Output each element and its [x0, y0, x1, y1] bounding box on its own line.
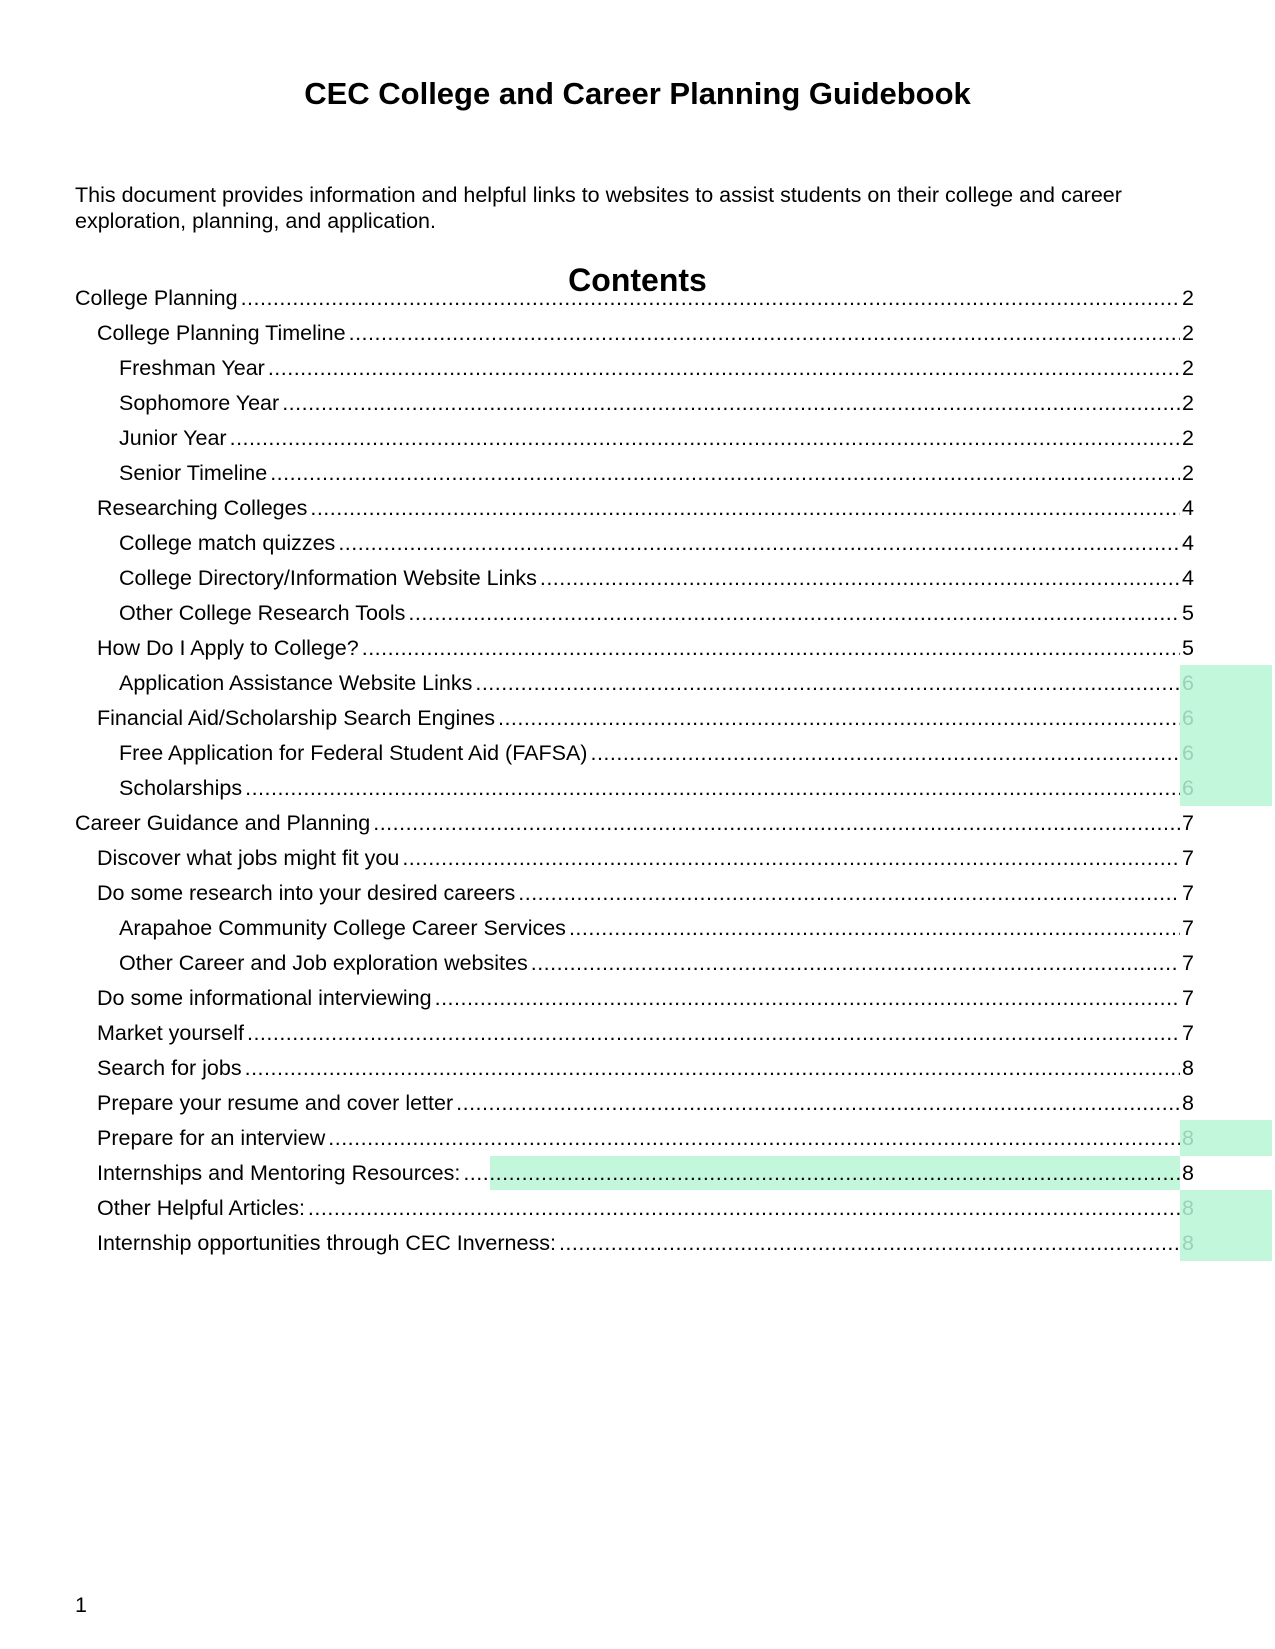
intro-paragraph: This document provides information and helpful links to websites to assist students on their college and career exploration, planning, and application. — [75, 183, 1122, 233]
toc-entry-title[interactable]: Internships and Mentoring Resources: — [97, 1161, 461, 1185]
dot-leader — [498, 700, 1180, 736]
toc-page-number: 8 — [1180, 1120, 1272, 1156]
toc-row[interactable] — [0, 1120, 1275, 1156]
toc-page-number: 8 — [1182, 1056, 1194, 1080]
toc-entry-title[interactable]: Application Assistance Website Links — [119, 671, 473, 695]
toc-row[interactable] — [0, 525, 1275, 561]
toc-entry[interactable] — [97, 1085, 1180, 1121]
toc-page-number: 6 — [1180, 770, 1272, 806]
toc-page-number: 5 — [1182, 601, 1194, 625]
toc-row[interactable] — [0, 595, 1275, 631]
toc-entry[interactable] — [97, 1190, 1180, 1226]
toc-entry-title[interactable]: Free Application for Federal Student Aid (FAFSA) — [119, 741, 588, 765]
toc-page-number: 2 — [1182, 461, 1194, 485]
toc-entry-title[interactable]: Scholarships — [119, 776, 243, 800]
toc-entry-title[interactable]: College Directory/Information Website Links — [119, 566, 537, 590]
toc-page-number: 7 — [1182, 1021, 1194, 1045]
toc-entry-title[interactable]: Freshman Year — [119, 356, 265, 380]
dot-leader — [569, 910, 1180, 946]
toc-row[interactable] — [0, 1050, 1275, 1086]
toc-row[interactable] — [0, 490, 1275, 526]
toc-row[interactable] — [0, 770, 1275, 806]
toc-entry[interactable] — [119, 385, 1180, 421]
toc-entry[interactable] — [119, 350, 1180, 386]
dot-leader — [362, 630, 1180, 666]
toc-entry-title[interactable]: Junior Year — [119, 426, 227, 450]
toc-page-number: 6 — [1180, 700, 1272, 736]
toc-row[interactable] — [0, 420, 1275, 456]
toc-page-number: 2 — [1182, 286, 1194, 310]
toc-entry[interactable] — [119, 525, 1180, 561]
toc-entry-title[interactable]: Internship opportunities through CEC Inverness: — [97, 1231, 556, 1255]
toc-entry[interactable] — [119, 910, 1180, 946]
toc-entry-title[interactable]: Market yourself — [97, 1021, 244, 1045]
dot-leader — [531, 945, 1180, 981]
toc-page-number: 4 — [1182, 531, 1194, 555]
toc-page-number: 2 — [1182, 321, 1194, 345]
toc-page-number: 7 — [1182, 916, 1194, 940]
dot-leader — [475, 665, 1180, 701]
toc-entry-title[interactable]: Financial Aid/Scholarship Search Engines — [97, 706, 495, 730]
toc-entry[interactable] — [75, 805, 1180, 841]
toc-entry[interactable] — [119, 595, 1180, 631]
toc-entry-title[interactable]: Researching Colleges — [97, 496, 308, 520]
toc-entry-title[interactable]: Discover what jobs might fit you — [97, 846, 400, 870]
toc-entry-title[interactable]: Sophomore Year — [119, 391, 280, 415]
toc-page-number: 7 — [1182, 986, 1194, 1010]
toc-entry-title[interactable]: Prepare for an interview — [97, 1126, 326, 1150]
toc-entry-title[interactable]: College Planning — [75, 286, 238, 310]
toc-entry-title[interactable]: College Planning Timeline — [97, 321, 346, 345]
toc-entry-title[interactable]: Do some informational interviewing — [97, 986, 432, 1010]
dot-leader — [245, 1050, 1180, 1086]
toc-row[interactable] — [0, 910, 1275, 946]
toc-page-number: 8 — [1180, 1225, 1272, 1261]
toc-entry[interactable] — [97, 875, 1180, 911]
toc-page-number: 7 — [1182, 881, 1194, 905]
toc-row[interactable] — [0, 385, 1275, 421]
dot-leader — [559, 1225, 1180, 1261]
toc-page-number: 8 — [1182, 1161, 1194, 1185]
dot-leader — [518, 875, 1180, 911]
toc-entry-title[interactable]: Other College Research Tools — [119, 601, 406, 625]
toc-row[interactable] — [0, 735, 1275, 771]
toc-row[interactable] — [0, 455, 1275, 491]
toc-page-number: 2 — [1182, 391, 1194, 415]
toc-row[interactable] — [0, 840, 1275, 876]
toc-row[interactable] — [0, 700, 1275, 736]
toc-page-number: 6 — [1180, 735, 1272, 771]
toc-row[interactable] — [0, 280, 1275, 316]
toc-entry[interactable] — [97, 700, 1180, 736]
toc-entry[interactable] — [119, 560, 1180, 596]
toc-row[interactable] — [0, 1225, 1275, 1261]
toc-row[interactable] — [0, 1190, 1275, 1226]
toc-entry[interactable] — [119, 770, 1180, 806]
toc-entry-title[interactable]: Other Career and Job exploration websites — [119, 951, 528, 975]
toc-page-number: 7 — [1182, 951, 1194, 975]
dot-leader — [245, 770, 1180, 806]
toc-page-number: 4 — [1182, 496, 1194, 520]
toc-entry[interactable] — [119, 665, 1180, 701]
toc-entry[interactable] — [97, 1050, 1180, 1086]
toc-row[interactable] — [0, 630, 1275, 666]
toc-entry[interactable] — [119, 945, 1180, 981]
dot-leader — [241, 280, 1180, 316]
toc-entry-title[interactable]: Do some research into your desired careers — [97, 881, 516, 905]
toc-entry[interactable] — [97, 1015, 1180, 1051]
toc-row[interactable] — [0, 1085, 1275, 1121]
toc-row[interactable] — [0, 980, 1275, 1016]
toc-page-number: 7 — [1182, 846, 1194, 870]
toc-entry[interactable] — [97, 1225, 1180, 1261]
toc-entry[interactable] — [119, 735, 1180, 771]
dot-leader — [540, 560, 1180, 596]
toc-entry-title[interactable]: College match quizzes — [119, 531, 336, 555]
toc-page-number: 4 — [1182, 566, 1194, 590]
toc-entry[interactable] — [119, 455, 1180, 491]
toc-entry[interactable] — [97, 1120, 1180, 1156]
dot-leader — [308, 1190, 1180, 1226]
toc-entry[interactable] — [97, 490, 1180, 526]
toc-heading: Contents — [568, 262, 707, 298]
dot-leader — [270, 455, 1180, 491]
dot-leader — [328, 1120, 1180, 1156]
toc-page-number: 8 — [1180, 1190, 1272, 1226]
toc-entry[interactable] — [97, 840, 1180, 876]
toc-entry[interactable] — [97, 630, 1180, 666]
toc-row[interactable] — [0, 805, 1275, 841]
document-title: CEC College and Career Planning Guidebook — [304, 76, 971, 111]
toc-entry-title[interactable]: Arapahoe Community College Career Services — [119, 916, 566, 940]
toc-entry-title[interactable]: Senior Timeline — [119, 461, 268, 485]
toc-row[interactable] — [0, 1015, 1275, 1051]
dot-leader — [590, 735, 1180, 771]
toc-page-number: 2 — [1182, 426, 1194, 450]
dot-leader — [373, 805, 1180, 841]
dot-leader — [463, 1155, 1180, 1191]
toc-entry-title[interactable]: Other Helpful Articles: — [97, 1196, 305, 1220]
toc-row[interactable] — [0, 315, 1275, 351]
dot-leader — [310, 490, 1180, 526]
page-number: 1 — [75, 1593, 87, 1617]
dot-leader — [338, 525, 1180, 561]
toc-row[interactable] — [0, 875, 1275, 911]
dot-leader — [435, 980, 1180, 1016]
dot-leader — [408, 595, 1180, 631]
toc-row[interactable] — [0, 945, 1275, 981]
toc-entry[interactable] — [97, 980, 1180, 1016]
toc-entry[interactable] — [119, 420, 1180, 456]
toc-page-number: 6 — [1180, 665, 1272, 701]
toc-entry-title[interactable]: Career Guidance and Planning — [75, 811, 371, 835]
toc-row[interactable] — [0, 350, 1275, 386]
dot-leader — [268, 350, 1180, 386]
dot-leader — [282, 385, 1180, 421]
dot-leader — [247, 1015, 1180, 1051]
toc-entry[interactable] — [75, 280, 1180, 316]
dot-leader — [402, 840, 1180, 876]
toc-row[interactable] — [0, 1155, 1275, 1191]
toc-entry-title[interactable]: How Do I Apply to College? — [97, 636, 359, 660]
toc-page-number: 5 — [1182, 636, 1194, 660]
dot-leader — [456, 1085, 1180, 1121]
toc-row[interactable] — [0, 665, 1275, 701]
toc-entry-title[interactable]: Search for jobs — [97, 1056, 242, 1080]
toc-page-number: 2 — [1182, 356, 1194, 380]
dot-leader — [230, 420, 1180, 456]
toc-page-number: 7 — [1182, 811, 1194, 835]
toc-entry[interactable] — [97, 1155, 1180, 1191]
toc-row[interactable] — [0, 560, 1275, 596]
toc-entry[interactable] — [97, 315, 1180, 351]
dot-leader — [349, 315, 1180, 351]
toc-entry-title[interactable]: Prepare your resume and cover letter — [97, 1091, 454, 1115]
toc-page-number: 8 — [1182, 1091, 1194, 1115]
